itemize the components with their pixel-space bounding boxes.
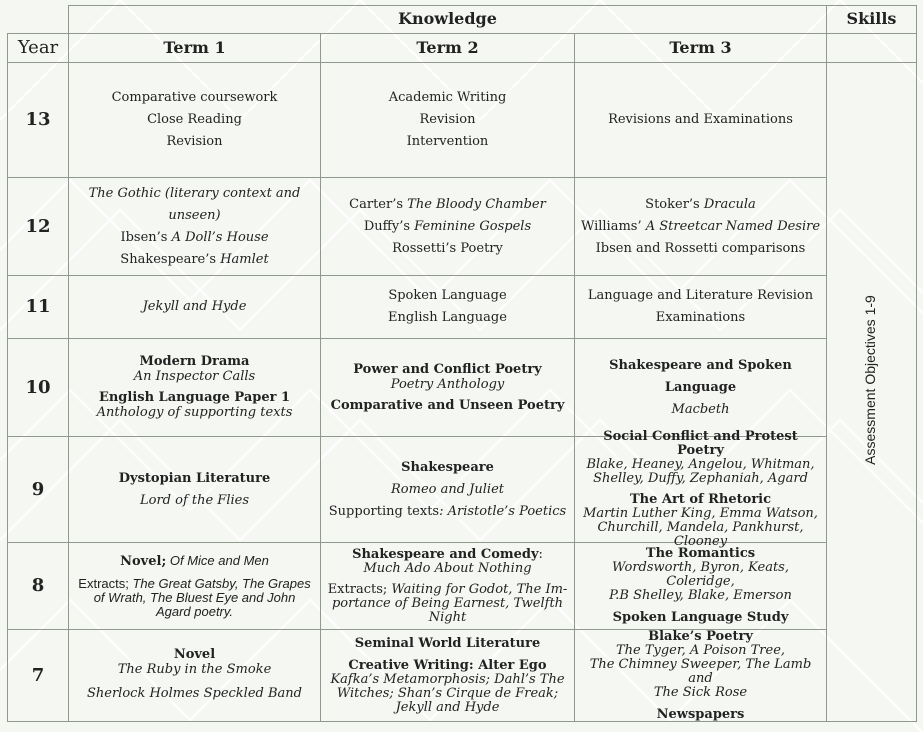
y13-term3: Revisions and Examinations <box>608 112 793 127</box>
year-12: 12 <box>25 215 51 237</box>
term3-header: Term 3 <box>669 38 732 57</box>
y9-term2: Shakespeare Romeo and Juliet Supporting texts: Aristotle’s Poetics <box>328 459 567 519</box>
y9-term1: Dystopian Literature Lord of the Flies <box>118 470 271 508</box>
skills-label: Assessment Objectives 1-9 <box>862 295 878 465</box>
y11-term1: Jekyll and Hyde <box>142 299 247 314</box>
y8-term1: Novel; Of Mice and Men Extracts; The Great Gatsby, The Grapes of Wrath, The Bluest Eye and John Agard poetry. <box>78 552 311 619</box>
y12-term2: Carter’s The Bloody Chamber Duffy’s Feminine Gospels Rossetti’s Poetry <box>349 196 546 256</box>
y7-term3: Blake’s Poetry The Tyger, A Poison Tree, The Chimney Sweeper, The Lamb and The Sick Rose Newspapers <box>589 628 812 722</box>
y8-term3: The Romantics Wordsworth, Byron, Keats, Coleridge, P.B Shelley, Blake, Emerson Spoken Language Study <box>609 546 792 625</box>
y9-term3: Social Conflict and Protest Poetry Blake, Heaney, Angelou, Whitman, Shelley, Duffy, Zephaniah, Agard The Art of Rhetoric Martin Luther King, Emma Watson, Churchill, Mandela, Pankhurst, Clooney <box>583 429 818 549</box>
year-9: 9 <box>31 478 45 500</box>
term1-header: Term 1 <box>163 38 226 57</box>
year-13: 13 <box>25 109 51 130</box>
y8-term2: Shakespeare and Comedy: Much Ado About Nothing Extracts; Waiting for Godot, The Im- portance of Being Earnest, Twelfth Night <box>327 546 568 625</box>
year-header: Year <box>17 37 59 58</box>
y11-term2: Spoken Language English Language <box>388 288 507 325</box>
y10-term3: Shakespeare and Spoken Language Macbeth <box>609 357 792 417</box>
year-8: 8 <box>31 575 45 596</box>
year-7: 7 <box>31 664 45 686</box>
y10-term2: Power and Conflict Poetry Poetry Anthology Comparative and Unseen Poetry <box>330 361 565 413</box>
knowledge-header: Knowledge <box>398 9 497 28</box>
y7-term2: Seminal World Literature Creative Writing: Alter Ego Kafka’s Metamorphosis; Dahl’s The Witches; Shan’s Cirque de Freak; Jekyll and Hyde <box>330 635 565 715</box>
y11-term3: Language and Literature Revision Examinations <box>587 288 814 325</box>
y13-term1: Comparative coursework Close Reading Revision <box>111 90 278 149</box>
year-11: 11 <box>25 296 51 317</box>
y10-term1: Modern Drama An Inspector Calls English Language Paper 1 Anthology of supporting texts <box>96 354 293 420</box>
y13-term2: Academic Writing Revision Intervention <box>388 90 507 149</box>
year-10: 10 <box>25 376 51 398</box>
term2-header: Term 2 <box>416 38 479 57</box>
skills-header: Skills <box>846 9 897 28</box>
y7-term1: Novel The Ruby in the Smoke Sherlock Holmes Speckled Band <box>87 646 302 701</box>
y12-term1: The Gothic (literary context and unseen) Ibsen’s A Doll’s House Shakespeare’s Hamlet <box>88 185 301 267</box>
y12-term3: Stoker’s Dracula Williams’ A Streetcar Named Desire Ibsen and Rossetti comparisons <box>580 196 821 256</box>
